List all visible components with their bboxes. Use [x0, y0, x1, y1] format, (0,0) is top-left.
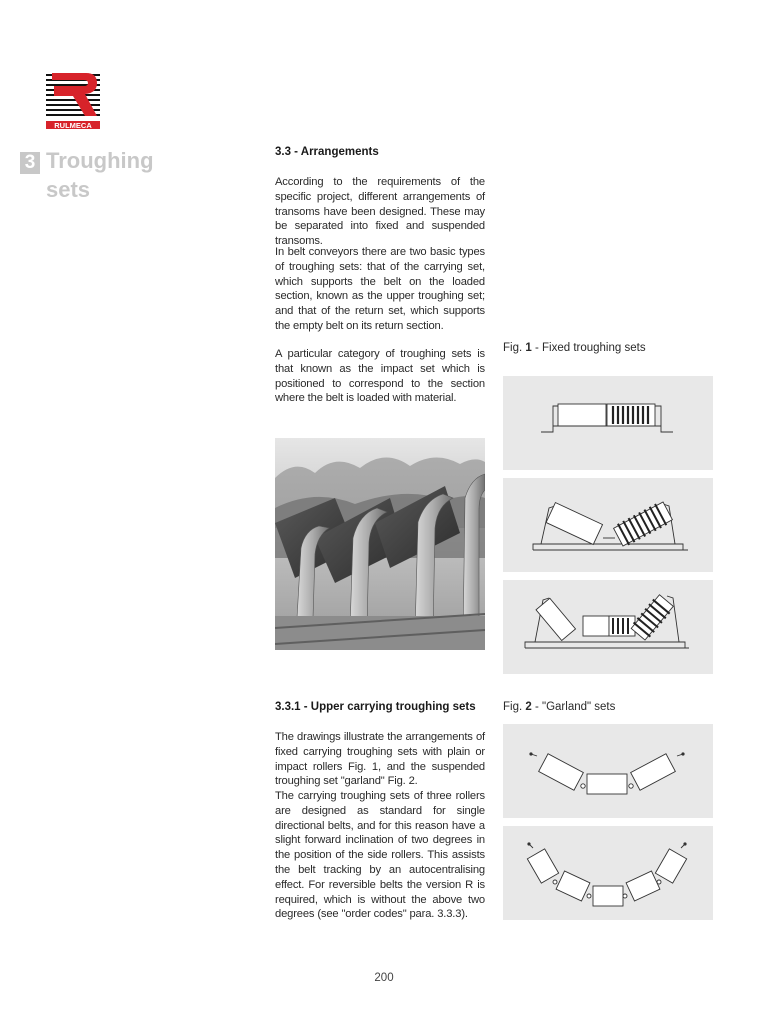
fig1-flat-set-drawing [503, 376, 713, 470]
chapter-number: 3 [20, 152, 40, 174]
fig2-five-roller-garland-drawing [503, 826, 713, 920]
chapter-header [20, 146, 154, 202]
subsection-paragraph-2: The carrying troughing sets of three rollers are designed as standard for single directional belts, and for this reason have a slight forward inclination of two degrees in the position of the side rollers. This assists the belt tracking by an autocentralising effect. For reversible belts the version R is required, which is without the above two degrees (see "order codes" para. 3.3.3). [275, 790, 485, 921]
section-heading: 3.3 - Arrangements [275, 146, 379, 158]
section-paragraph-2: In belt conveyors there are two basic types of troughing sets: that of the carrying set, which supports the belt on the loaded section, known as the upper troughing set; and that of the return set, which supports the empty belt on its return section. [275, 246, 485, 332]
rulmeca-logo [46, 72, 100, 130]
section-paragraph-1: According to the requirements of the specific project, different arrangements of transoms have been designed. These may be separated into fixed and suspended transoms. [275, 176, 485, 248]
troughing-sets-photo [275, 438, 485, 650]
page-number: 200 [374, 972, 394, 984]
fig1-caption: Fig. 1 - Fixed troughing sets [503, 342, 646, 354]
fig1-three-roller-set-drawing [503, 580, 713, 674]
fig2-caption: Fig. 2 - "Garland" sets [503, 701, 616, 713]
section-paragraph-3: A particular category of troughing sets is that known as the impact set which is positioned to correspond to the section where the belt is loaded with material. [275, 348, 485, 405]
chapter-title: Troughing sets [46, 148, 154, 202]
fig1-two-roller-set-drawing [503, 478, 713, 572]
logo-text: RULMECA [54, 121, 92, 130]
subsection-heading: 3.3.1 - Upper carrying troughing sets [275, 701, 476, 713]
fig2-three-roller-garland-drawing [503, 724, 713, 818]
subsection-paragraph-1: The drawings illustrate the arrangements of fixed carrying troughing sets with plain or impact rollers Fig. 1, and the suspended troughing set "garland" Fig. 2. [275, 731, 485, 788]
